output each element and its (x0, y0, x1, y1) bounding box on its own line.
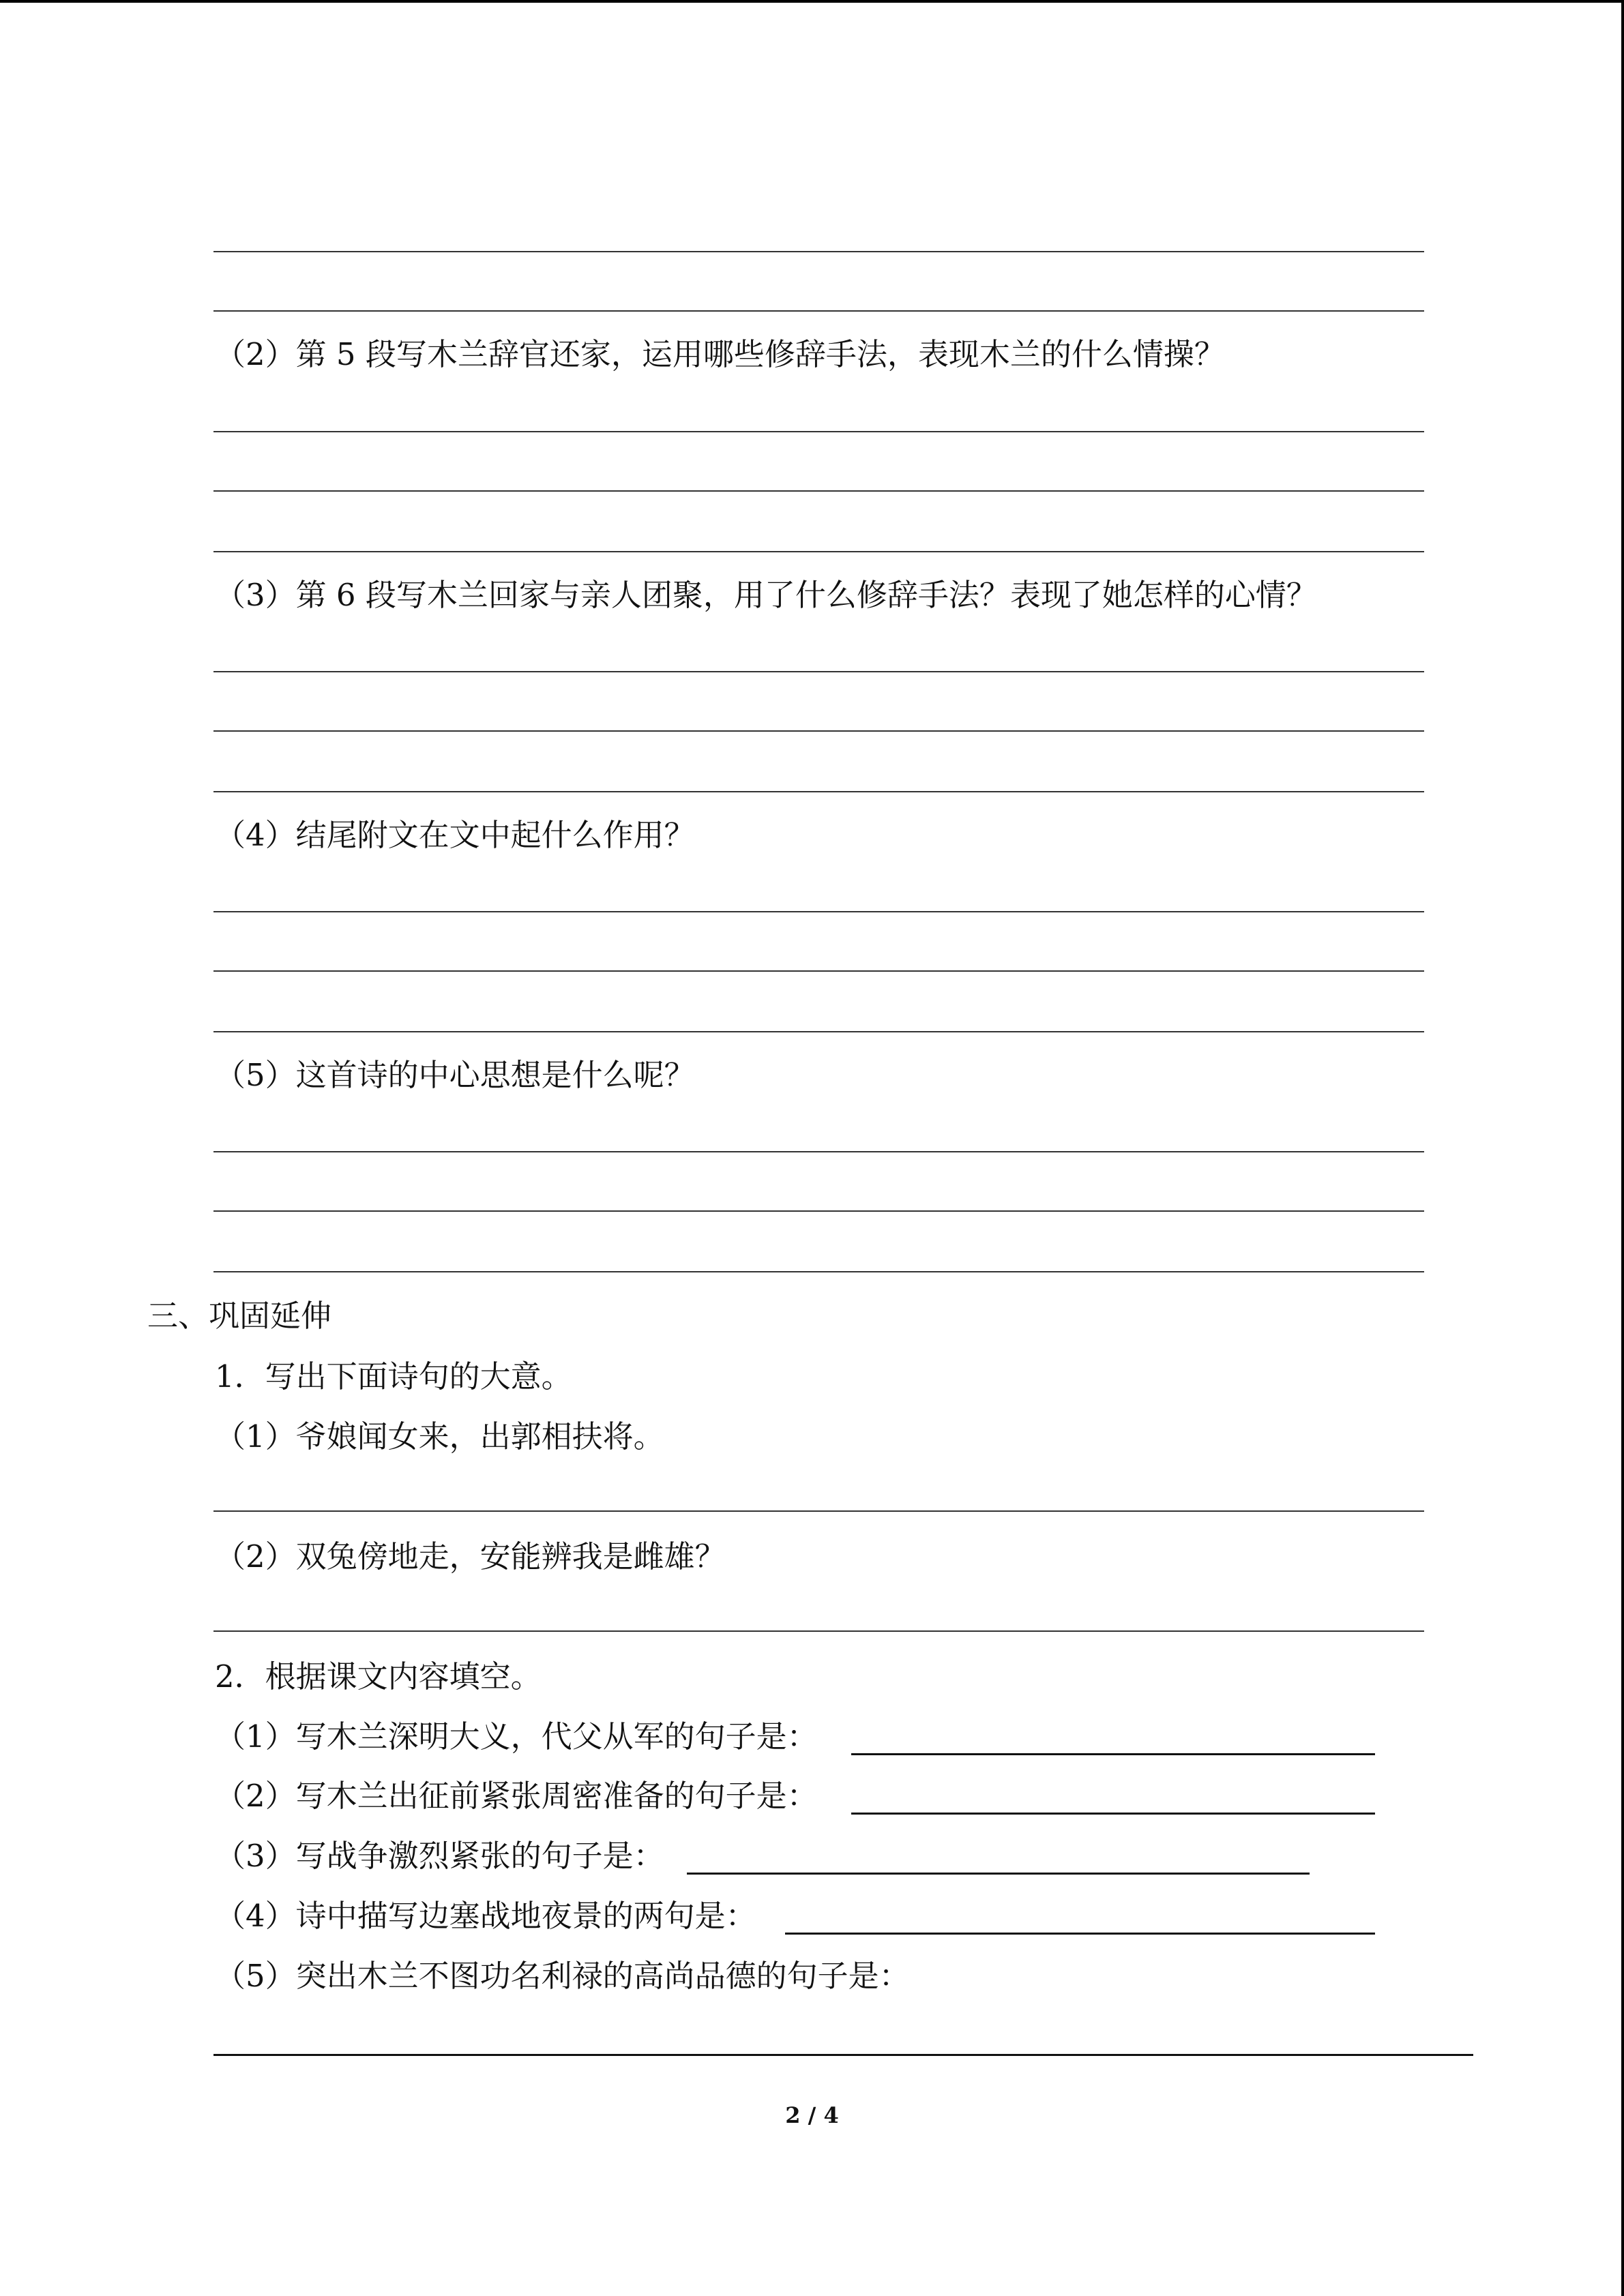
task2-title: 2．根据课文内容填空。 (215, 1658, 542, 1695)
answer-line[interactable] (213, 1151, 1424, 1152)
answer-line[interactable] (213, 970, 1424, 972)
question-5: （5）这首诗的中心思想是什么呢？ (215, 1057, 695, 1093)
question-2: （2）第 5 段写木兰辞官还家，运用哪些修辞手法，表现木兰的什么情操？ (215, 336, 1225, 372)
answer-line[interactable] (213, 310, 1424, 312)
answer-line[interactable] (213, 671, 1424, 672)
answer-line[interactable] (213, 1630, 1424, 1632)
task1-item-1: （1）爷娘闻女来，出郭相扶将。 (215, 1418, 664, 1455)
task2-item-3: （3）写战争激烈紧张的句子是： (215, 1838, 664, 1874)
answer-line[interactable] (213, 431, 1424, 432)
footer-rule (213, 2054, 1473, 2056)
fill-blank[interactable] (785, 1933, 1375, 1935)
task1-title: 1．写出下面诗句的大意。 (215, 1358, 572, 1395)
question-3: （3）第 6 段写木兰回家与亲人团聚，用了什么修辞手法？表现了她怎样的心情？ (215, 577, 1317, 613)
page-frame-right (1621, 0, 1624, 2296)
page-frame-top (0, 0, 1624, 3)
task2-item-5: （5）突出木兰不图功名利禄的高尚品德的句子是： (215, 1958, 910, 1994)
fill-blank[interactable] (851, 1753, 1375, 1755)
answer-line[interactable] (213, 551, 1424, 552)
answer-line[interactable] (213, 730, 1424, 732)
answer-line[interactable] (213, 1210, 1424, 1212)
answer-line[interactable] (213, 791, 1424, 792)
answer-line[interactable] (213, 911, 1424, 912)
answer-line[interactable] (213, 1271, 1424, 1272)
answer-line[interactable] (213, 1510, 1424, 1512)
answer-line[interactable] (213, 251, 1424, 252)
question-4: （4）结尾附文在文中起什么作用？ (215, 817, 695, 853)
answer-line[interactable] (213, 1031, 1424, 1032)
page-number: 2 / 4 (785, 2102, 839, 2128)
fill-blank[interactable] (851, 1813, 1375, 1815)
task2-item-2: （2）写木兰出征前紧张周密准备的句子是： (215, 1778, 818, 1814)
task2-item-4: （4）诗中描写边塞战地夜景的两句是： (215, 1898, 756, 1934)
section-heading: 三、巩固延伸 (147, 1298, 332, 1334)
task1-item-2: （2）双兔傍地走，安能辨我是雌雄？ (215, 1538, 726, 1575)
task2-item-1: （1）写木兰深明大义，代父从军的句子是： (215, 1718, 818, 1755)
answer-line[interactable] (213, 490, 1424, 492)
fill-blank[interactable] (687, 1873, 1310, 1875)
